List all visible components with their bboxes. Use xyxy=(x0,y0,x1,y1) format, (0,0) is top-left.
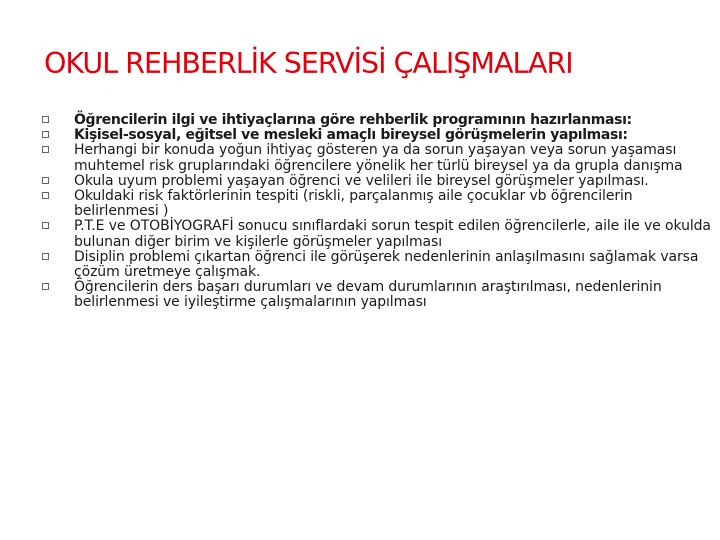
list-item-text: Öğrencilerin ilgi ve ihtiyaçlarına göre rehberlik programının hazırlanması: xyxy=(74,112,632,128)
list-item xyxy=(42,128,712,143)
list-item xyxy=(42,250,712,280)
bullet-list xyxy=(42,113,712,311)
list-item-text: Kişisel-sosyal, eğitsel ve mesleki amaçlı bireysel görüşmelerin yapılması: xyxy=(74,127,628,144)
bullet-box-icon xyxy=(42,146,49,153)
list-item-text: Herhangi bir konuda yoğun ihtiyaç gösteren ya da sorun yaşayan veya sorun yaşaması muhtemel risk gruplarındaki öğrencilere yönelik her türlü bireysel ya da grupla danışma xyxy=(74,142,683,174)
list-item xyxy=(42,189,712,219)
list-item-text: Öğrencilerin ders başarı durumları ve devam durumlarının araştırılması, nedenlerinin belirlenmesi ve iyileştirme çalışmalarının yapılması xyxy=(74,279,662,311)
list-item xyxy=(42,280,712,310)
list-item-text: Okuldaki risk faktörlerinin tespiti (riskli, parçalanmış aile çocuklar vb öğrencilerin belirlenmesi ) xyxy=(74,188,633,220)
bullet-box-icon xyxy=(42,253,49,260)
bullet-box-icon xyxy=(42,177,49,184)
list-item xyxy=(42,143,712,173)
list-item-text: Okula uyum problemi yaşayan öğrenci ve velileri ile bireysel görüşmeler yapılması. xyxy=(74,172,649,189)
list-item xyxy=(42,174,712,189)
list-item-text: Disiplin problemi çıkartan öğrenci ile görüşerek nedenlerinin anlaşılmasını sağlamak varsa çözüm üretmeye çalışmak. xyxy=(74,248,699,281)
list-item xyxy=(42,113,712,128)
bullet-box-icon xyxy=(42,222,49,229)
list-item-text: P.T.E ve OTOBİYOGRAFİ sonucu sınıflardaki sorun tespit edilen öğrencilerle, aile ile ve okulda bulunan diğer birim ve kişilerle görüşmeler yapılması xyxy=(74,218,711,250)
bullet-box-icon xyxy=(42,116,49,123)
bullet-box-icon xyxy=(42,131,49,138)
bullet-box-icon xyxy=(42,283,49,290)
bullet-box-icon xyxy=(42,192,49,199)
list-item xyxy=(42,219,712,249)
page-title: OKUL REHBERLİK SERVİSİ ÇALIŞMALARI xyxy=(44,47,573,80)
